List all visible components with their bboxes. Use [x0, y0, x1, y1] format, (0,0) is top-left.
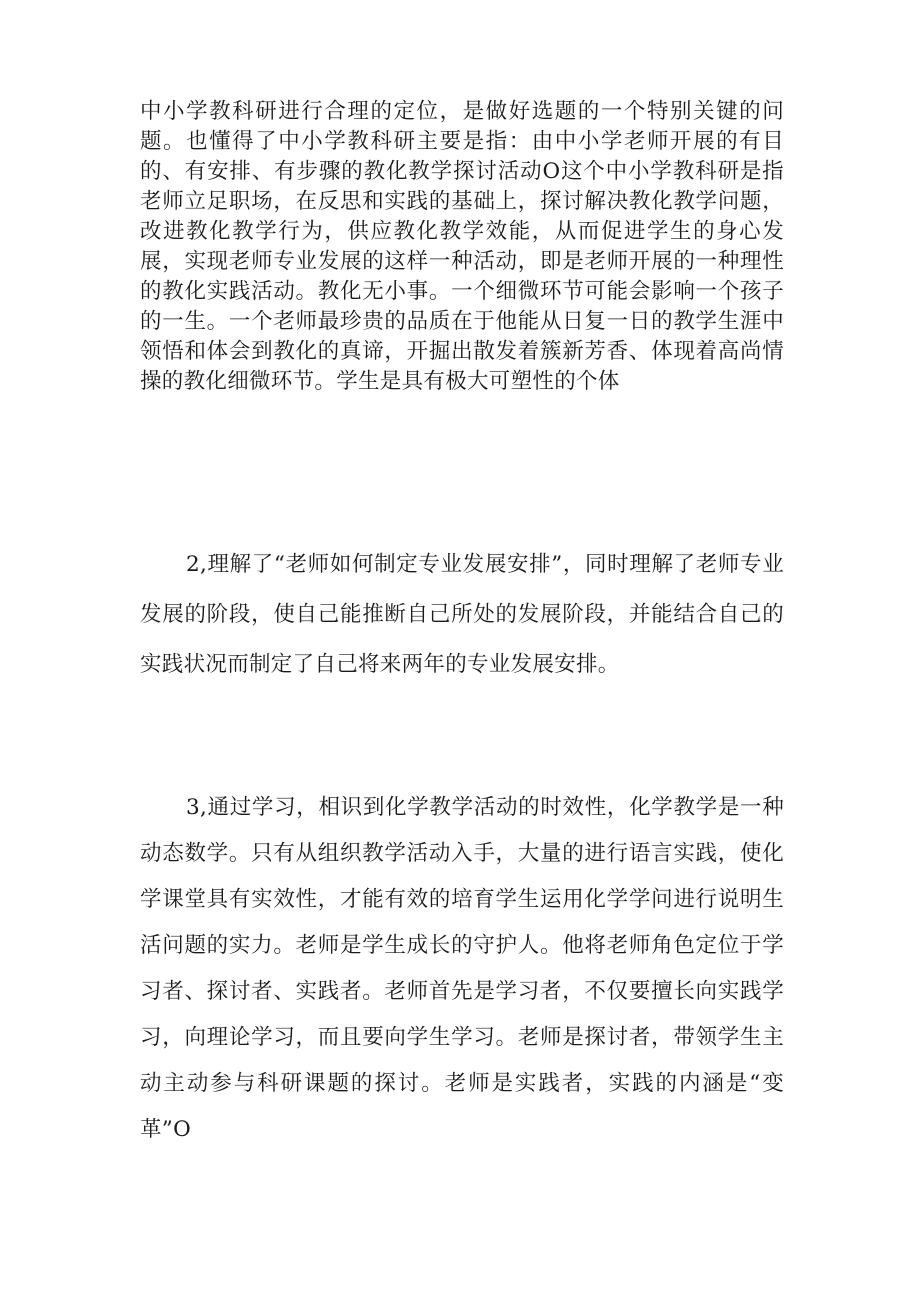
paragraph-item-2: 2,理解了“老师如何制定专业发展安排”，同时理解了老师专业发展的阶段，使自己能推断自己所处的发展阶段，并能结合自己的实践状况而制定了自己将来两年的专业发展安排。: [140, 552, 784, 677]
paragraph-intro: 中小学教科研进行合理的定位，是做好选题的一个特别关键的问题。也懂得了中小学教科研主要是指：由中小学老师开展的有目的、有安排、有步骤的教化教学探讨活动O这个中小学教科研是指老师立足职场，在反思和实践的基础上，探讨解决教化教学问题，改进教化教学行为，供应教化教学效能，从而促进学生的身心发展，实现老师专业发展的这样一种活动，即是老师开展的一种理性的教化实践活动。教化无小事。一个细微环节可能会影响一个孩子的一生。一个老师最珍贵的品质在于他能从日复一日的教学生涯中领悟和体会到教化的真谛，开掘出散发着簇新芳香、体现着高尚情操的教化细微环节。学生是具有极大可塑性的个体: [140, 99, 784, 394]
paragraph-item-3: 3,通过学习，相识到化学教学活动的时效性，化学教学是一种动态数学。只有从组织教学活动入手，大量的进行语言实践，使化学课堂具有实效性，才能有效的培育学生运用化学学问进行说明生活问题的实力。老师是学生成长的守护人。他将老师角色定位于学习者、探讨者、实践者。老师首先是学习者，不仅要擅长向实践学习，向理论学习，而且要向学生学习。老师是探讨者，带领学生主动主动参与科研课题的探讨。老师是实践者，实践的内涵是“变革”O: [140, 795, 784, 1142]
